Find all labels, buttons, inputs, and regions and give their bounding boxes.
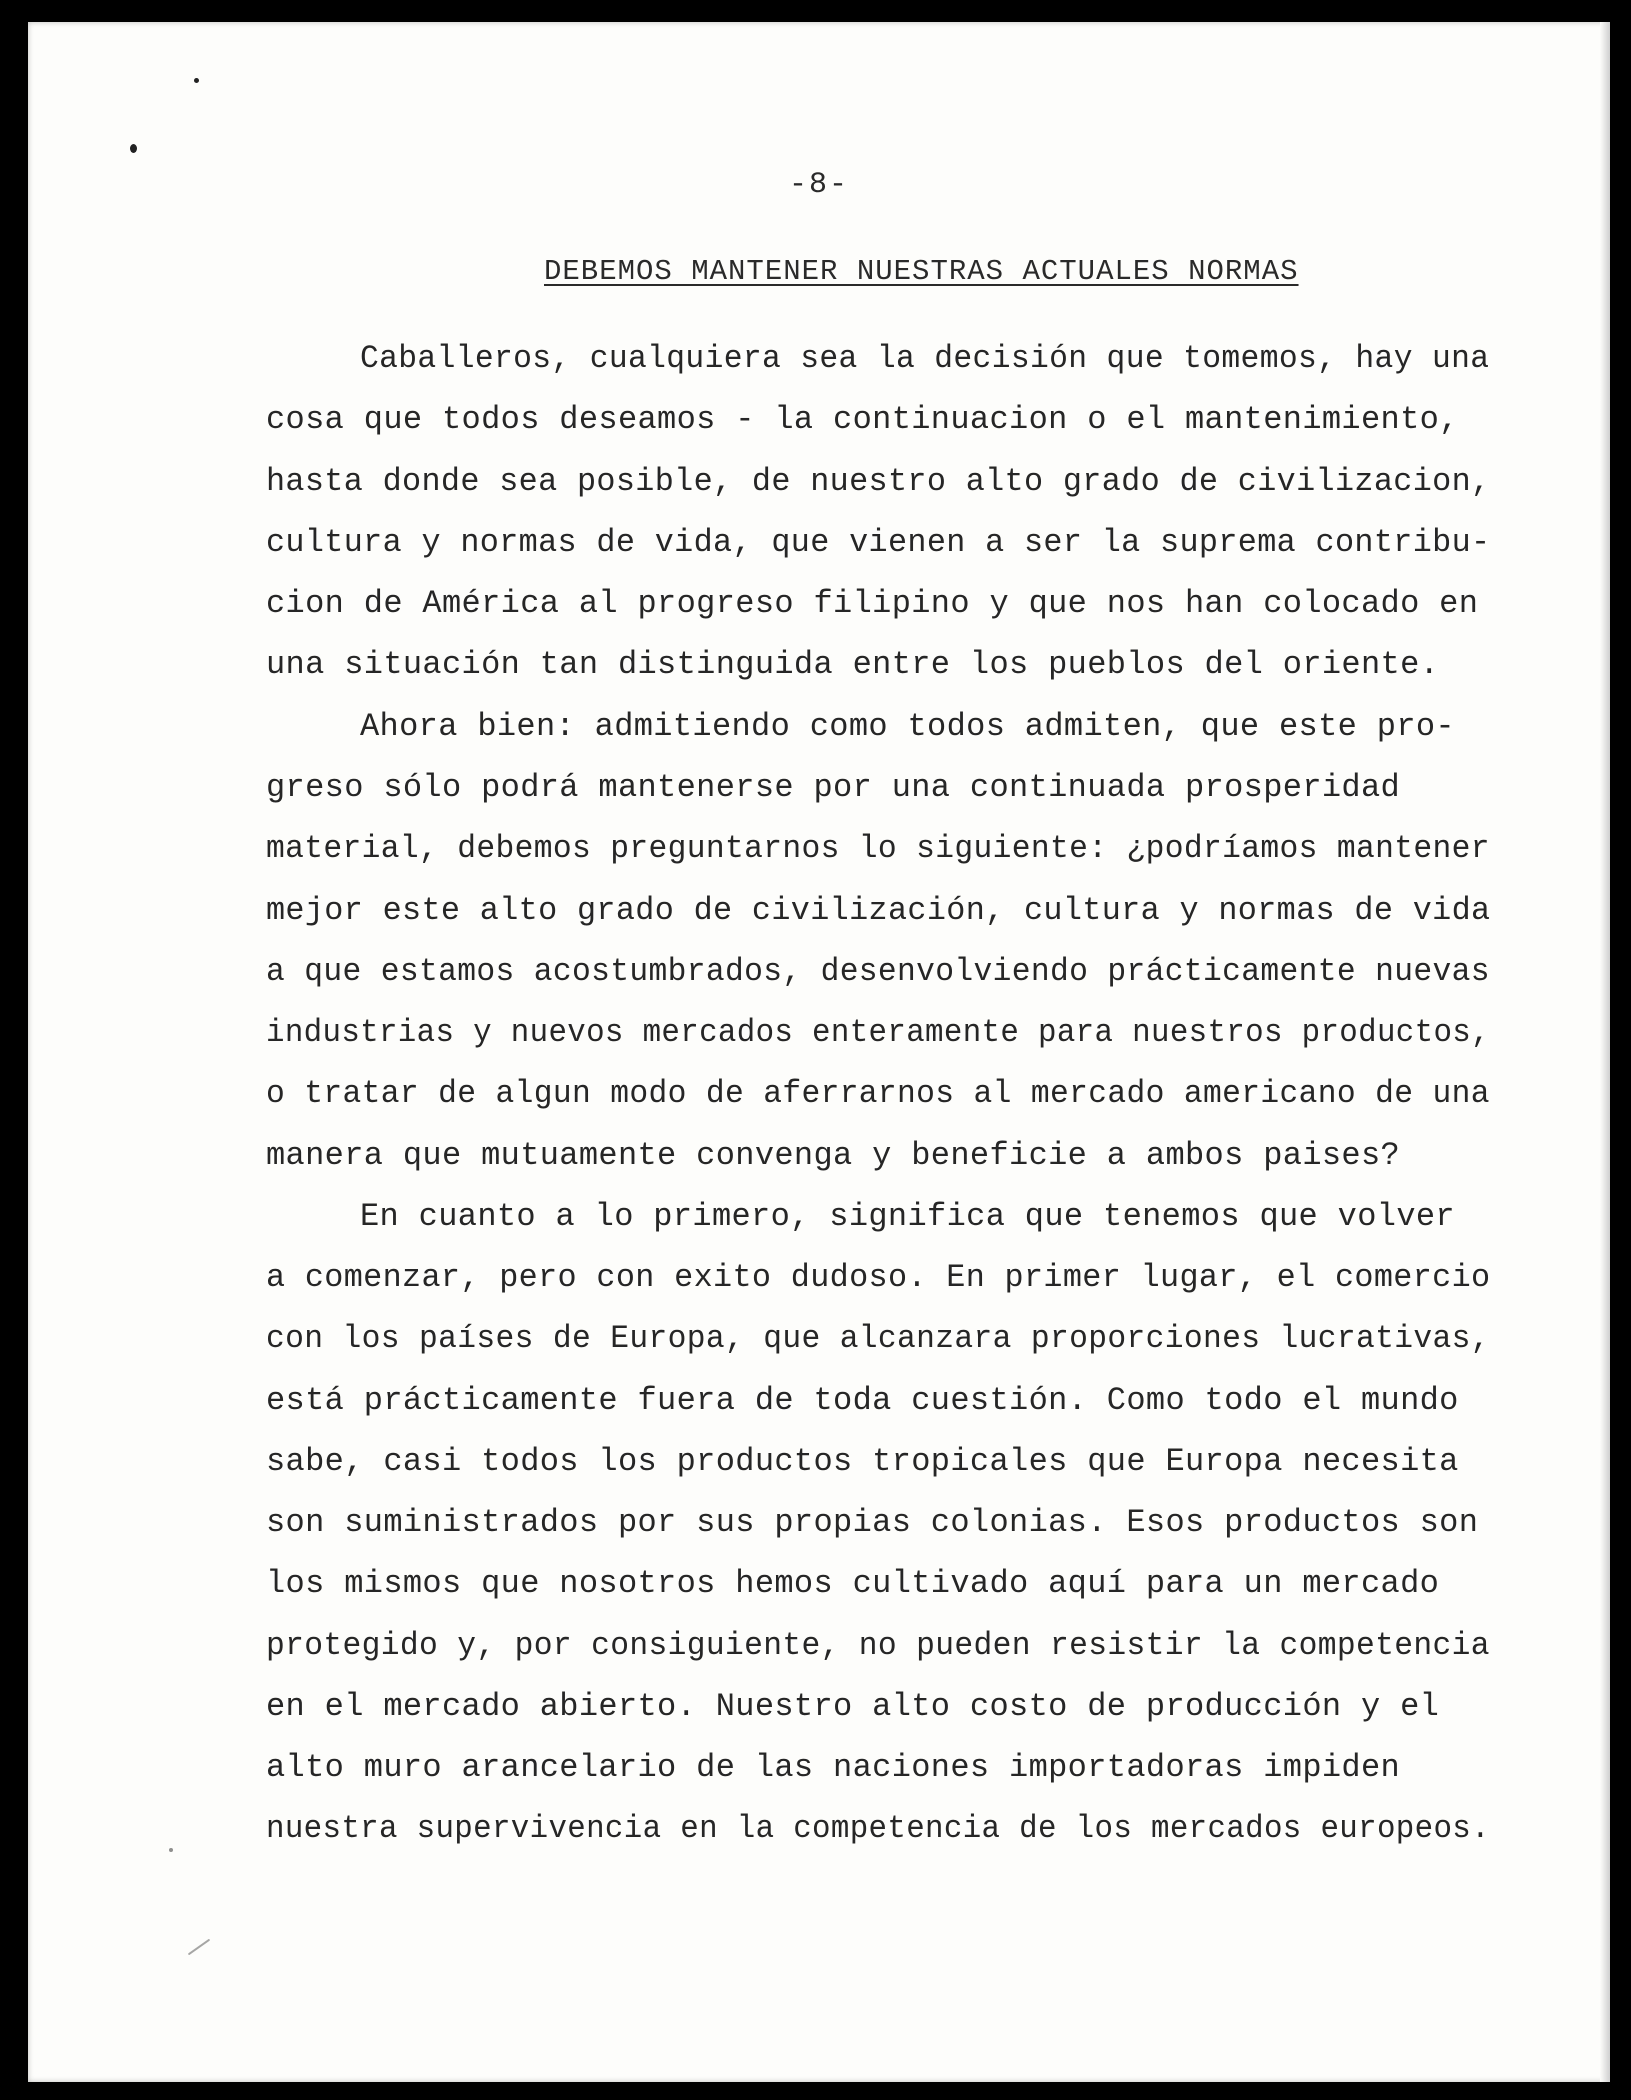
text-line: con los países de Europa, que alcanzara proporciones lucrativas,: [266, 1320, 1490, 1357]
page-edge: [1600, 22, 1610, 2082]
text-line: hasta donde sea posible, de nuestro alto grado de civilizacion,: [266, 463, 1491, 500]
text-line: material, debemos preguntarnos lo siguiente: ¿podríamos mantener: [266, 830, 1490, 867]
text-line: Ahora bien: admitiendo como todos admiten, que este pro-: [360, 708, 1455, 745]
ink-speck: [169, 1848, 173, 1852]
page-number: -8-: [788, 168, 849, 202]
text-line: o tratar de algun modo de aferrarnos al mercado americano de una: [266, 1075, 1490, 1112]
text-line: una situación tan distinguida entre los pueblos del oriente.: [266, 646, 1440, 683]
text-line: los mismos que nosotros hemos cultivado aquí para un mercado: [266, 1565, 1440, 1602]
text-line: protegido y, por consiguiente, no pueden resistir la competencia: [266, 1627, 1490, 1664]
text-line: son suministrados por sus propias colonias. Esos productos son: [266, 1504, 1479, 1541]
text-line: a que estamos acostumbrados, desenvolviendo prácticamente nuevas: [266, 953, 1490, 990]
text-line: en el mercado abierto. Nuestro alto costo de producción y el: [266, 1688, 1440, 1725]
text-line: sabe, casi todos los productos tropicales que Europa necesita: [266, 1443, 1459, 1480]
ink-speck: [194, 78, 199, 83]
text-line: a comenzar, pero con exito dudoso. En primer lugar, el comercio: [266, 1259, 1491, 1296]
text-line: alto muro arancelario de las naciones importadoras impiden: [266, 1749, 1401, 1786]
text-line: mejor este alto grado de civilización, cultura y normas de vida: [266, 892, 1491, 929]
text-line: Caballeros, cualquiera sea la decisión que tomemos, hay una: [360, 340, 1490, 377]
text-line: industrias y nuevos mercados enteramente para nuestros productos,: [266, 1014, 1490, 1051]
text-line: greso sólo podrá mantenerse por una continuada prosperidad: [266, 769, 1401, 806]
text-line: está prácticamente fuera de toda cuestión. Como todo el mundo: [266, 1382, 1459, 1419]
ink-speck: [130, 144, 137, 153]
text-line: En cuanto a lo primero, significa que tenemos que volver: [360, 1198, 1455, 1235]
section-title: DEBEMOS MANTENER NUESTRAS ACTUALES NORMAS: [544, 255, 1299, 288]
ink-speck: [188, 1939, 210, 1956]
text-line: cultura y normas de vida, que vienen a ser la suprema contribu-: [266, 524, 1491, 561]
document-page: [28, 22, 1610, 2082]
text-line: cion de América al progreso filipino y que nos han colocado en: [266, 585, 1479, 622]
text-line: cosa que todos deseamos - la continuacion o el mantenimiento,: [266, 401, 1459, 438]
text-line: manera que mutuamente convenga y beneficie a ambos paises?: [266, 1137, 1401, 1174]
text-line: nuestra supervivencia en la competencia de los mercados europeos.: [266, 1810, 1490, 1847]
